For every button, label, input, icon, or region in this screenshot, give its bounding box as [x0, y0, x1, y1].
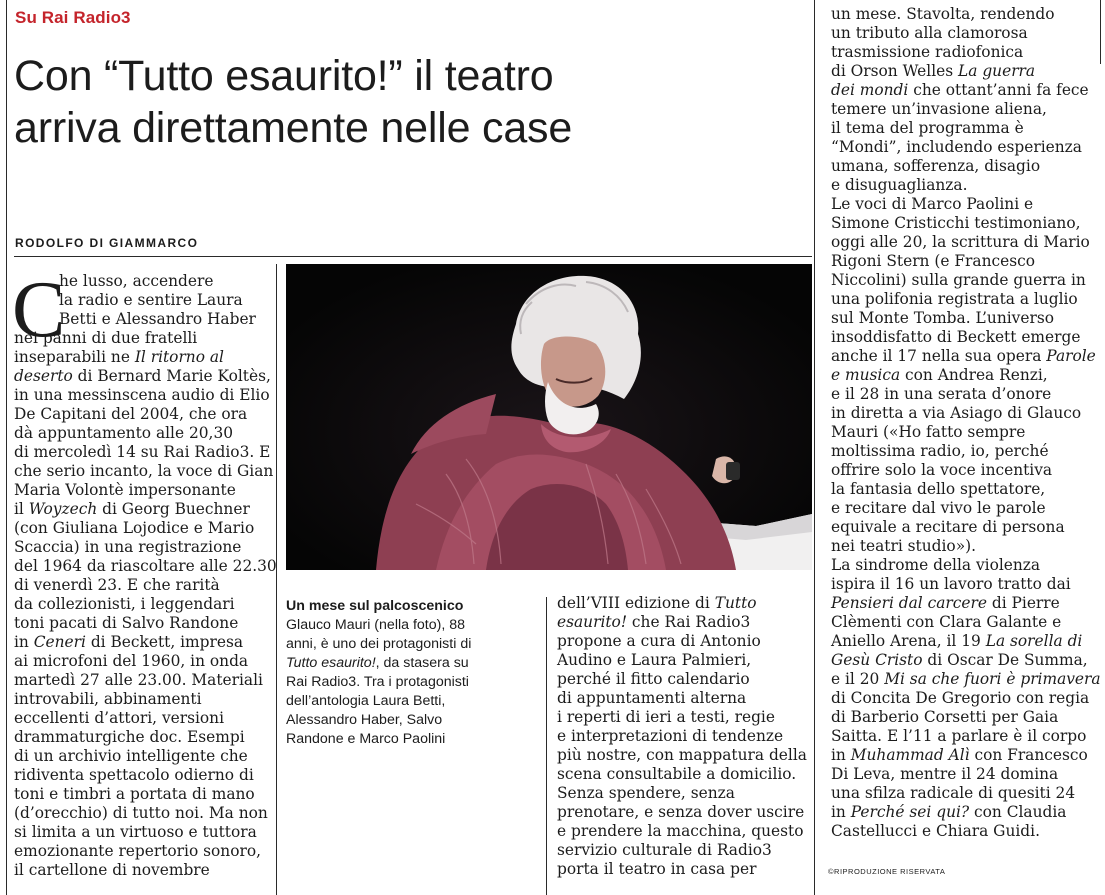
text-line: emozionante repertorio sonoro, [14, 842, 261, 860]
text-line: toni e timbri a portata di mano [14, 785, 255, 803]
text-line: e il 28 in una serata d’onore [831, 385, 1052, 403]
text-line: in diretta a via Asiago di Glauco [831, 404, 1082, 422]
article-column-1 [59, 272, 256, 329]
byline-rule [14, 256, 812, 257]
title-la-sorella: La sorella di [985, 632, 1083, 650]
photo-illustration [286, 264, 812, 570]
text-line: i reperti di ieri a testi, regie [557, 708, 775, 726]
text-line: De Capitani del 2004, che ora [14, 405, 248, 423]
text-line: anche il 17 nella sua opera Parole [831, 347, 1096, 365]
caption-line: Tutto esaurito!, da stasera su [286, 655, 469, 671]
text-line: perché il fitto calendario [557, 670, 750, 688]
text-line: e interpretazioni di tendenze [557, 727, 784, 745]
text-line: Mauri («Ho fatto sempre [831, 423, 1026, 441]
text-line: il cartellone di novembre [14, 861, 210, 879]
text-line: inseparabili ne Il ritorno al [14, 348, 224, 366]
text-line: toni pacati di Salvo Randone [14, 614, 239, 632]
text-line: dell’VIII edizione di Tutto [557, 594, 757, 612]
text-line: ridiventa spettacolo odierno di [14, 766, 254, 784]
title-deserto: deserto [14, 367, 73, 385]
text-line: in Ceneri di Beckett, impresa [14, 633, 244, 651]
text-line: Audino e Laura Palmieri, [557, 651, 752, 669]
text-line: oggi alle 20, la scrittura di Mario [831, 233, 1090, 251]
text-line: il tema del programma è [831, 119, 1024, 137]
text-line: (con Giuliana Lojodice e Mario [14, 519, 255, 537]
text-line: di Orson Welles La guerra [831, 62, 1036, 80]
right-column-divider [814, 0, 815, 895]
text-line: di un archivio intelligente che [14, 747, 248, 765]
text-line: trasmissione radiofonica [831, 43, 1024, 61]
title-e-musica: e musica [831, 366, 901, 384]
text-line: ai microfoni del 1960, in onda [14, 652, 249, 670]
text-line: di Barberio Corsetti per Gaia [831, 708, 1059, 726]
text-line: Niccolini) sulla grande guerra in [831, 271, 1086, 289]
text-line: Betti e Alessandro Haber [59, 310, 256, 328]
caption-line: Randone e Marco Paolini [286, 731, 446, 747]
text-line: Clèmenti con Clara Galante e [831, 613, 1062, 631]
text-line: he lusso, accendere [59, 272, 214, 290]
text-line: in una messinscena audio di Elio [14, 386, 270, 404]
text-line: introvabili, abbinamenti [14, 690, 202, 708]
text-line: in Perché sei qui? con Claudia [831, 803, 1067, 821]
text-line: Pensieri dal carcere di Pierre [831, 594, 1060, 612]
drop-cap: C [12, 266, 66, 354]
text-line: Scaccia) in una registrazione [14, 538, 242, 556]
text-line: porta il teatro in casa per [557, 860, 757, 878]
text-line: sul Monte Tomba. L’universo [831, 309, 1054, 327]
text-line: di Concita De Gregorio con regia [831, 689, 1090, 707]
text-line: drammaturgiche doc. Esempi [14, 728, 245, 746]
text-line: dei mondi che ottant’anni fa fece [831, 81, 1089, 99]
caption-line: anni, è uno dei protagonisti di [286, 636, 472, 652]
column-divider-2 [546, 597, 547, 895]
headline-line-2: arriva direttamente nelle case [14, 104, 573, 152]
text-line: la radio e sentire Laura [59, 291, 243, 309]
text-line: umana, sofferenza, disagio [831, 157, 1041, 175]
text-line: di mercoledì 14 su Rai Radio3. E [14, 443, 271, 461]
text-line: La sindrome della violenza [831, 556, 1041, 574]
text-line: (d’orecchio) di tutto noi. Ma non [14, 804, 268, 822]
text-line: più nostre, con mappatura della [557, 746, 807, 764]
text-line: esaurito! che Rai Radio3 [557, 613, 751, 631]
title-tutto: Tutto [714, 594, 757, 612]
title-perche: Perché sei qui? [850, 803, 970, 821]
title-ceneri: Ceneri [33, 633, 86, 651]
article-column-3 [831, 5, 1101, 841]
text-line: in Muhammad Alì con Francesco [831, 746, 1088, 764]
text-line: martedì 27 alle 23.00. Materiali [14, 671, 263, 689]
text-line: la fantasia dello spettatore, [831, 480, 1046, 498]
text-line: del 1964 da riascoltare alle 22.30 [14, 557, 277, 575]
text-line: servizio culturale di Radio3 [557, 841, 772, 859]
text-line: Senza spendere, senza [557, 784, 735, 802]
text-line: Le voci di Marco Paolini e [831, 195, 1034, 213]
text-line: e musica con Andrea Renzi, [831, 366, 1048, 384]
text-line: scena consultabile a domicilio. [557, 765, 797, 783]
article-column-1-body [14, 329, 277, 880]
title-gesu-cristo: Gesù Cristo [831, 651, 923, 669]
text-line: Castellucci e Chiara Guidi. [831, 822, 1040, 840]
text-line: insoddisfatto di Beckett emerge [831, 328, 1081, 346]
text-line: eccellenti d’attori, versioni [14, 709, 225, 727]
text-line: di venerdì 23. E che rarità [14, 576, 220, 594]
title-muhammad: Muhammad Alì [850, 746, 970, 764]
caption-title: Un mese sul palcoscenico [286, 598, 464, 614]
text-line: “Mondi”, includendo esperienza [831, 138, 1082, 156]
text-line: temere un’invasione aliena, [831, 100, 1047, 118]
text-line: ispira il 16 un lavoro tratto dai [831, 575, 1071, 593]
text-line: Maria Volontè impersonante [14, 481, 236, 499]
text-line: un tributo alla clamorosa [831, 24, 1028, 42]
text-line: Aniello Arena, il 19 La sorella di [831, 632, 1083, 650]
text-line: una sfilza radicale di quesiti 24 [831, 784, 1076, 802]
caption-line: dell’antologia Laura Betti, [286, 693, 446, 709]
text-line: e disuguaglianza. [831, 176, 968, 194]
text-line: e prendere la macchina, questo [557, 822, 804, 840]
section-kicker: Su Rai Radio3 [15, 8, 131, 27]
headline-line-1: Con “Tutto esaurito!” il teatro [14, 52, 554, 100]
text-line: prenotare, e senza dover uscire [557, 803, 805, 821]
article-photo [286, 264, 812, 570]
text-line: moltissima radio, io, perché [831, 442, 1049, 460]
text-line: da collezionisti, i leggendari [14, 595, 235, 613]
text-line: e recitare dal vivo le parole [831, 499, 1046, 517]
title-mi-sa: Mi sa che fuori è primavera [884, 670, 1101, 688]
title-la-guerra: La guerra [958, 62, 1036, 80]
title-esaurito: esaurito! [557, 613, 628, 631]
text-line: Rigoni Stern (e Francesco [831, 252, 1035, 270]
text-line: Di Leva, mentre il 24 domina [831, 765, 1059, 783]
text-line: Simone Cristicchi testimoniano, [831, 214, 1081, 232]
byline: RODOLFO DI GIAMMARCO [15, 236, 199, 250]
title-tutto-esaurito: Tutto esaurito! [286, 655, 376, 671]
title-parole: Parole [1046, 347, 1096, 365]
text-line: Gesù Cristo di Oscar De Summa, [831, 651, 1088, 669]
left-border [6, 0, 7, 895]
headline [14, 50, 804, 154]
caption-line: Rai Radio3. Tra i protagonisti [286, 674, 469, 690]
article-column-2 [557, 594, 807, 879]
text-line: che serio incanto, la voce di Gian [14, 462, 274, 480]
title-il-ritorno: Il ritorno al [134, 348, 224, 366]
title-dei-mondi: dei mondi [831, 81, 909, 99]
title-woyzech: Woyzech [28, 500, 98, 518]
text-line: di appuntamenti alterna [557, 689, 747, 707]
text-line: una polifonia registrata a luglio [831, 290, 1078, 308]
text-line: si limita a un virtuoso e tuttora [14, 823, 257, 841]
title-pensieri: Pensieri dal carcere [831, 594, 987, 612]
text-line: dà appuntamento alle 20,30 [14, 424, 234, 442]
copyright-notice: ©RIPRODUZIONE RISERVATA [828, 867, 946, 876]
text-line: il Woyzech di Georg Buechner [14, 500, 250, 518]
text-line: e il 20 Mi sa che fuori è primavera [831, 670, 1101, 688]
text-line: Saitta. E l’11 a parlare è il corpo [831, 727, 1087, 745]
text-line: nei teatri studio»). [831, 537, 977, 555]
text-line: un mese. Stavolta, rendendo [831, 5, 1055, 23]
text-line: offrire solo la voce incentiva [831, 461, 1053, 479]
text-line: nei panni di due fratelli [14, 329, 198, 347]
photo-caption [286, 597, 516, 749]
caption-line: Glauco Mauri (nella foto), 88 [286, 617, 466, 633]
caption-line: Alessandro Haber, Salvo [286, 712, 443, 728]
text-line: equivale a recitare di persona [831, 518, 1065, 536]
text-line: deserto di Bernard Marie Koltès, [14, 367, 271, 385]
text-line: propone a cura di Antonio [557, 632, 761, 650]
